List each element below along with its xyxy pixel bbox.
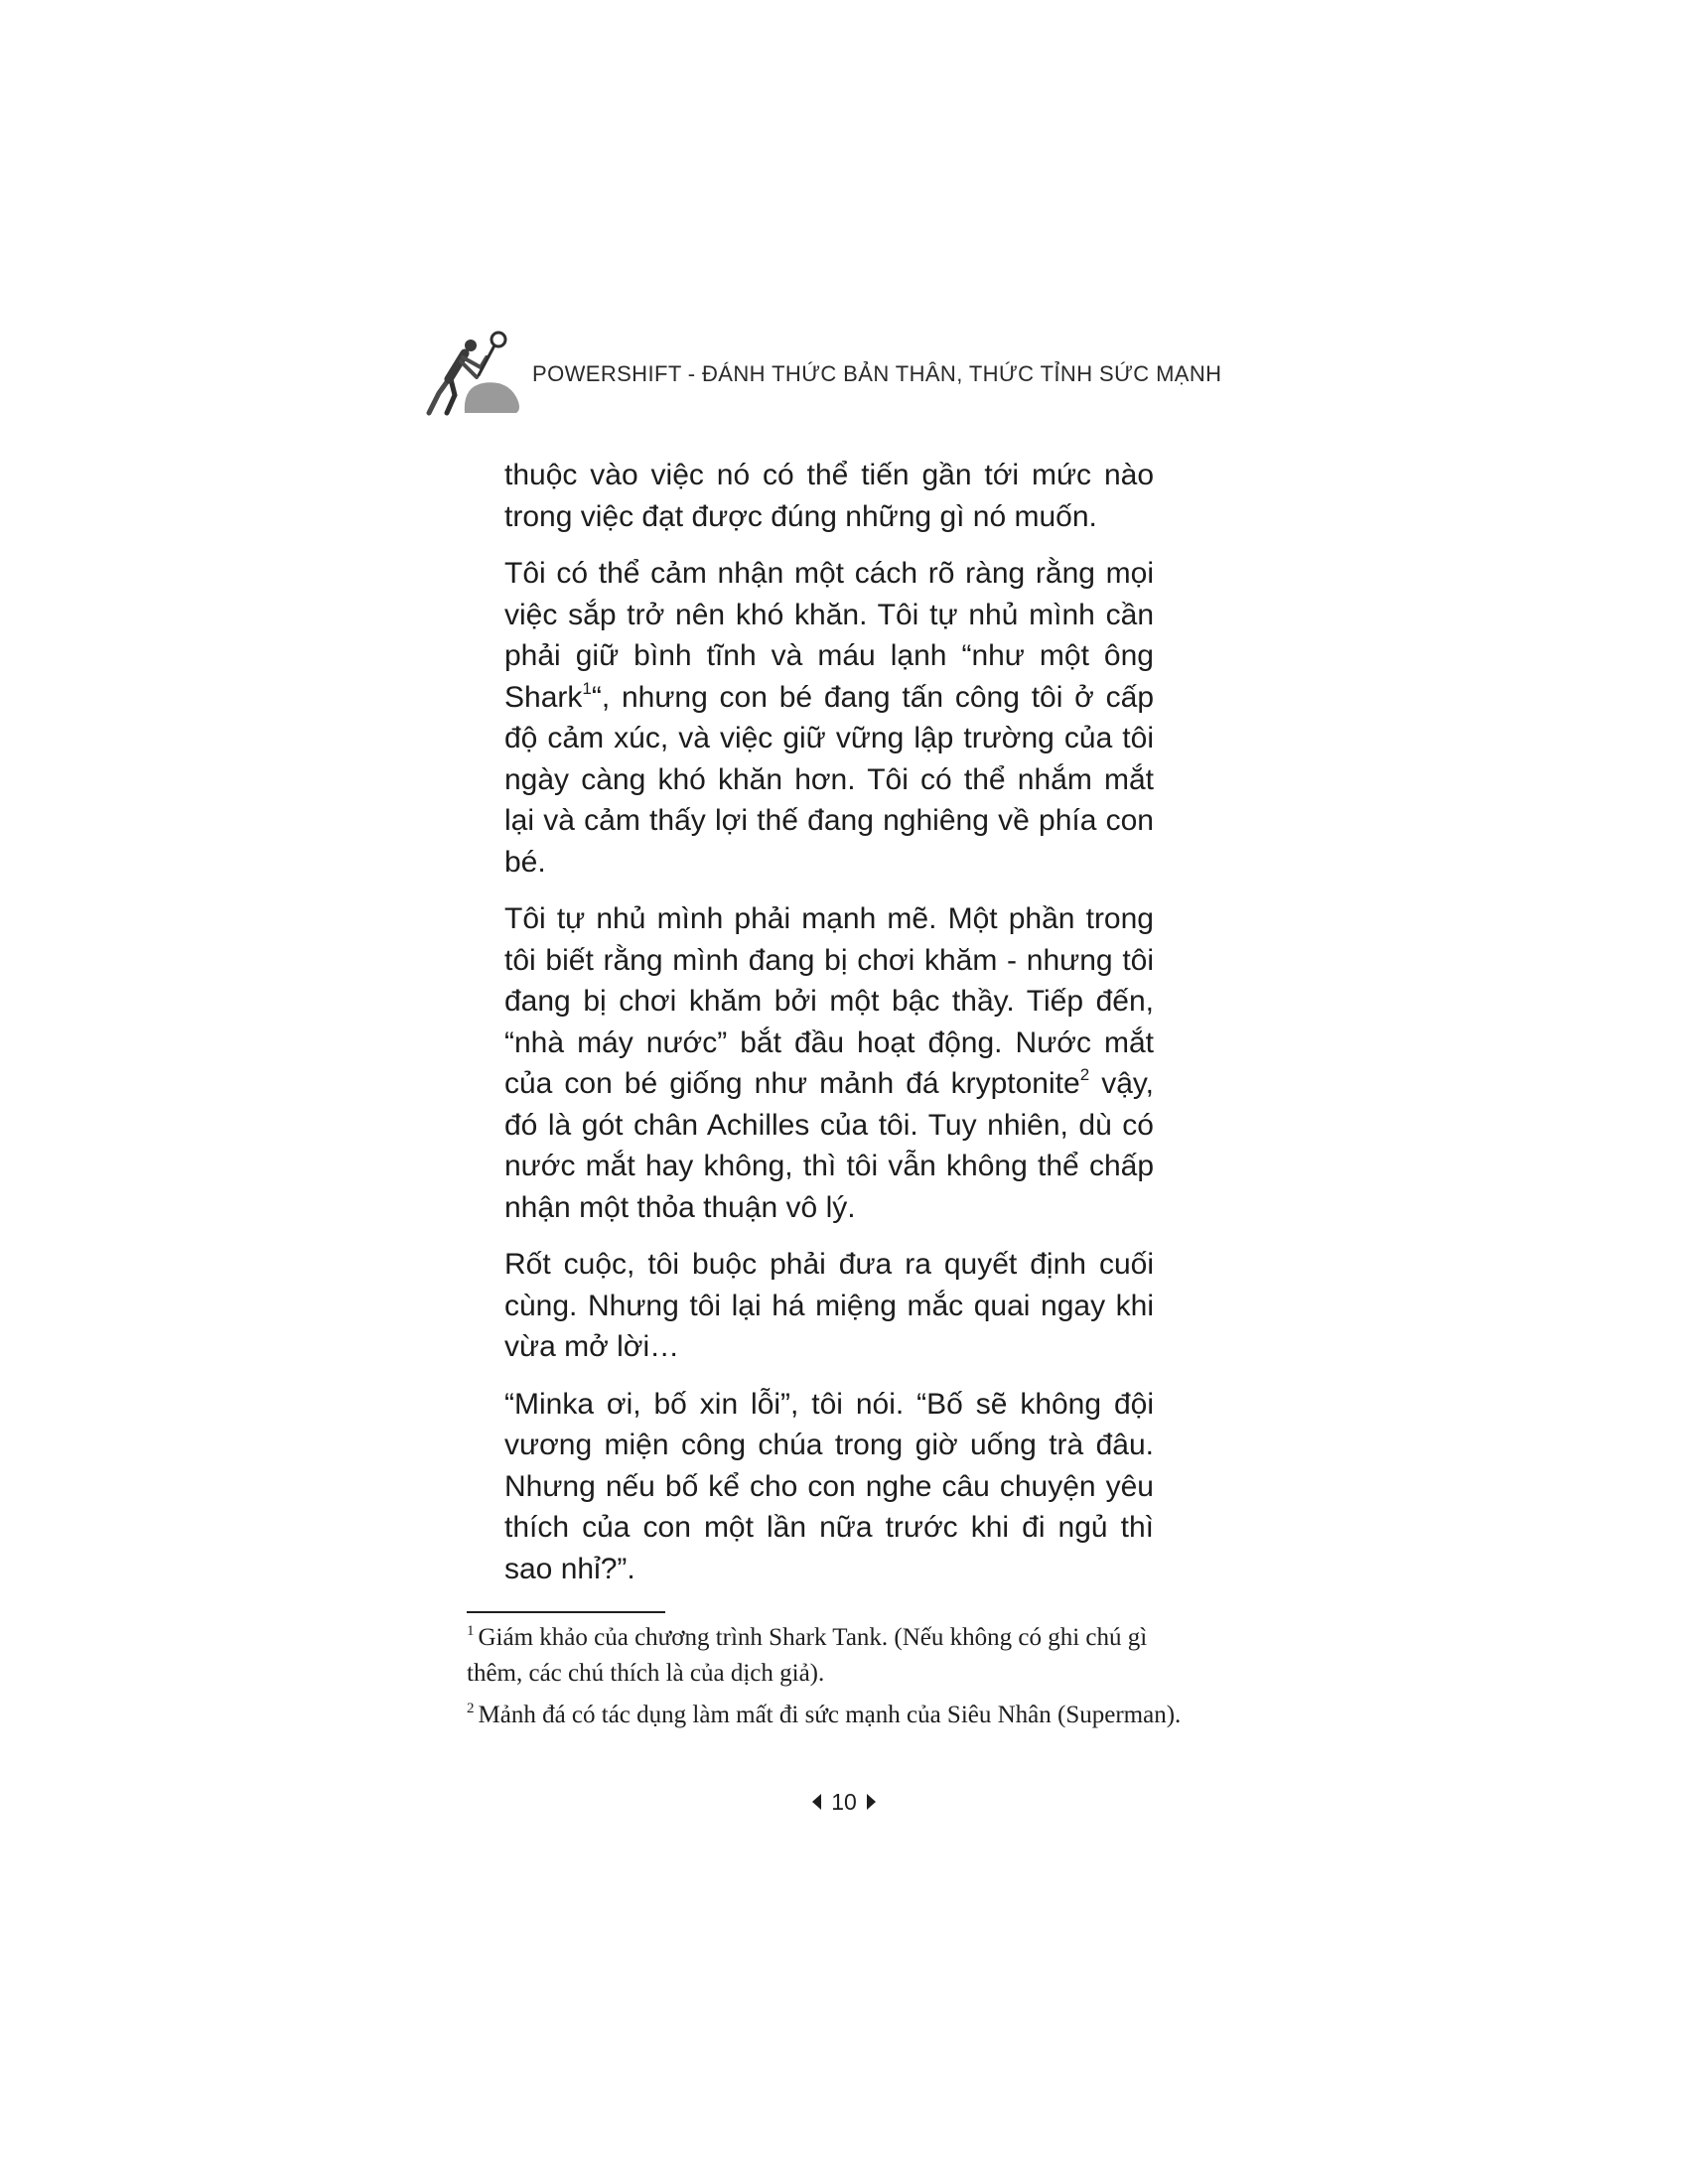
running-header	[425, 328, 1222, 417]
running-title: POWERSHIFT - ĐÁNH THỨC BẢN THÂN, THỨC TỈNH SỨC MẠNH	[532, 361, 1222, 386]
footnote-marker: 2	[467, 1701, 475, 1716]
person-pushing-boulder-icon	[425, 328, 529, 417]
triangle-right-icon[interactable]	[867, 1794, 876, 1810]
footnote-divider	[467, 1611, 665, 1613]
footnote	[467, 1620, 1192, 1692]
footnotes	[467, 1620, 1192, 1739]
paragraph: thuộc vào việc nó có thể tiến gần tới mức nào trong việc đạt được đúng những gì nó muốn.	[504, 459, 1154, 533]
footnote-ref[interactable]: 1	[582, 678, 592, 698]
paragraph: “Minka ơi, bố xin lỗi”, tôi nói. “Bố sẽ không đội vương miện công chúa trong giờ uống trà đâu. Nhưng nếu bố kể cho con nghe câu chuyện yêu thích của con một lần nữa trước khi đi ngủ thì sao nhỉ?”.	[504, 1387, 1154, 1585]
body-text	[504, 455, 1154, 1605]
paragraph: Tôi có thể cảm nhận một cách rõ ràng rằng mọi việc sắp trở nên khó khăn. Tôi tự nhủ mình cần phải giữ bình tĩnh và máu lạnh “như một ông Shark$^1$“, nhưng con bé đang tấn công tôi ở cấp độ cảm xúc, và việc giữ vững lập trường của tôi ngày càng khó khăn hơn. Tôi có thể nhắm mắt lại và cảm thấy lợi thế đang nghiêng về phía con bé.	[504, 557, 1154, 879]
paragraph: Tôi tự nhủ mình phải mạnh mẽ. Một phần trong tôi biết rằng mình đang bị chơi khăm - nhưng tôi đang bị chơi khăm bởi một bậc thầy. Tiếp đến, “nhà máy nước” bắt đầu hoạt động. Nước mắt của con bé giống như mảnh đá kryptonite$^2$ vậy, đó là gót chân Achilles của tôi. Tuy nhiên, dù có nước mắt hay không, thì tôi vẫn không thể chấp nhận một thỏa thuận vô lý.	[504, 902, 1154, 1224]
paragraph: Rốt cuộc, tôi buộc phải đưa ra quyết định cuối cùng. Nhưng tôi lại há miệng mắc quai ngay khi vừa mở lời…	[504, 1248, 1154, 1363]
footnote-text: Mảnh đá có tác dụng làm mất đi sức mạnh của Siêu Nhân (Superman).	[478, 1702, 1182, 1728]
footnote-marker: 1	[467, 1623, 475, 1639]
page-number: 10	[831, 1788, 857, 1815]
footnote-text: Giám khảo của chương trình Shark Tank. (Nếu không có ghi chú gì thêm, các chú thích là của dịch giả).	[467, 1624, 1148, 1687]
footnote	[467, 1698, 1192, 1733]
page-navigation	[784, 1785, 904, 1819]
triangle-left-icon[interactable]	[812, 1794, 821, 1810]
footnote-ref[interactable]: 2	[1079, 1065, 1090, 1084]
